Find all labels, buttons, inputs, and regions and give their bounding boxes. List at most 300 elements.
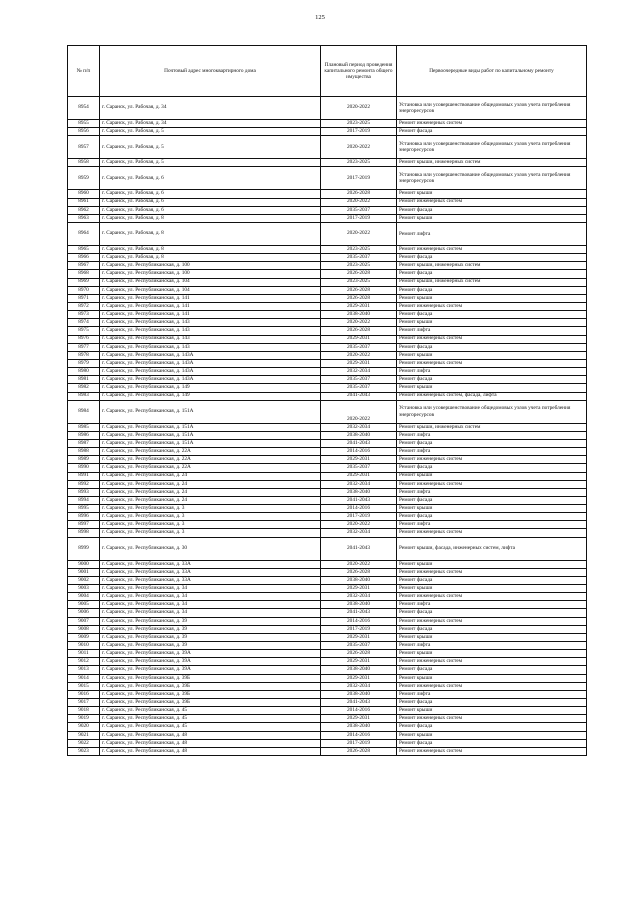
cell-period: 2041-2043 <box>321 537 397 560</box>
cell-number: 9004 <box>68 593 100 601</box>
cell-address: г. Саранск, ул. Республиканская, д. 24 <box>100 472 321 480</box>
cell-number: 8957 <box>68 136 100 159</box>
page-number: 125 <box>315 14 325 21</box>
cell-period: 2014-2016 <box>321 707 397 715</box>
cell-number: 9019 <box>68 715 100 723</box>
cell-address: г. Саранск, ул. Республиканская, д. 45 <box>100 723 321 731</box>
cell-period: 2020-2022 <box>321 400 397 423</box>
cell-period: 2029-2031 <box>321 633 397 641</box>
cell-address: г. Саранск, ул. Республиканская, д. 24 <box>100 480 321 488</box>
table-row <box>68 723 587 731</box>
table-row <box>68 674 587 682</box>
table-row <box>68 715 587 723</box>
table-row <box>68 167 587 190</box>
cell-number: 8958 <box>68 159 100 167</box>
cell-works: Ремонт лифта <box>397 521 587 529</box>
cell-period: 2035-2037 <box>321 206 397 214</box>
cell-address: г. Саранск, ул. Республиканская, д. 39 <box>100 642 321 650</box>
cell-works: Установка или усовершенствование общедомовых узлов учета потребления энергоресурсов <box>397 136 587 159</box>
cell-number: 8960 <box>68 190 100 198</box>
cell-address: г. Саранск, ул. Республиканская, д. 143А <box>100 376 321 384</box>
cell-address: г. Саранск, ул. Рабочая, д. 6 <box>100 206 321 214</box>
table-row <box>68 682 587 690</box>
cell-address: г. Саранск, ул. Республиканская, д. 45 <box>100 707 321 715</box>
column-header-works: Первоочередные виды работ по капитальному ремонту <box>397 46 587 97</box>
table-row <box>68 376 587 384</box>
table-body <box>68 97 587 756</box>
cell-period: 2038-2040 <box>321 311 397 319</box>
cell-address: г. Саранск, ул. Республиканская, д. 39 <box>100 633 321 641</box>
cell-number: 9012 <box>68 658 100 666</box>
cell-number: 8978 <box>68 351 100 359</box>
cell-period: 2029-2031 <box>321 674 397 682</box>
table-row <box>68 343 587 351</box>
cell-address: г. Саранск, ул. Рабочая, д. 6 <box>100 167 321 190</box>
cell-period: 2017-2019 <box>321 625 397 633</box>
table-row <box>68 190 587 198</box>
cell-number: 8975 <box>68 327 100 335</box>
cell-works: Ремонт лифта <box>397 642 587 650</box>
cell-address: г. Саранск, ул. Республиканская, д. 104 <box>100 286 321 294</box>
table-row <box>68 529 587 537</box>
cell-works: Ремонт фасада <box>397 723 587 731</box>
table-row <box>68 136 587 159</box>
cell-address: г. Саранск, ул. Рабочая, д. 8 <box>100 214 321 222</box>
cell-works: Ремонт инженерных систем <box>397 245 587 253</box>
cell-address: г. Саранск, ул. Республиканская, д. 48 <box>100 731 321 739</box>
cell-number: 9002 <box>68 576 100 584</box>
cell-period: 2035-2037 <box>321 343 397 351</box>
cell-number: 9006 <box>68 609 100 617</box>
cell-address: г. Саранск, ул. Республиканская, д. 39А <box>100 650 321 658</box>
cell-works: Ремонт крыши <box>397 731 587 739</box>
cell-works: Ремонт инженерных систем <box>397 715 587 723</box>
cell-period: 2041-2043 <box>321 699 397 707</box>
cell-works: Ремонт крыши <box>397 294 587 302</box>
cell-address: г. Саранск, ул. Республиканская, д. 149 <box>100 392 321 400</box>
cell-works: Ремонт фасада <box>397 128 587 136</box>
cell-works: Ремонт лифта <box>397 222 587 245</box>
cell-period: 2017-2019 <box>321 128 397 136</box>
cell-works: Ремонт фасада <box>397 311 587 319</box>
cell-address: г. Саранск, ул. Республиканская, д. 143 <box>100 335 321 343</box>
cell-number: 8954 <box>68 97 100 120</box>
cell-number: 8992 <box>68 480 100 488</box>
cell-period: 2023-2025 <box>321 245 397 253</box>
table-row <box>68 302 587 310</box>
table-row <box>68 521 587 529</box>
cell-period: 2020-2022 <box>321 319 397 327</box>
cell-works: Ремонт лифта <box>397 448 587 456</box>
table-row <box>68 392 587 400</box>
cell-period: 2029-2031 <box>321 715 397 723</box>
cell-number: 8965 <box>68 245 100 253</box>
cell-works: Ремонт крыши <box>397 319 587 327</box>
cell-number: 8998 <box>68 529 100 537</box>
cell-number: 8990 <box>68 464 100 472</box>
cell-works: Ремонт лифта <box>397 327 587 335</box>
cell-address: г. Саранск, ул. Рабочая, д. 34 <box>100 120 321 128</box>
table-row <box>68 505 587 513</box>
cell-works: Ремонт фасада <box>397 376 587 384</box>
cell-period: 2026-2028 <box>321 747 397 755</box>
cell-address: г. Саранск, ул. Республиканская, д. 39 <box>100 625 321 633</box>
cell-period: 2023-2025 <box>321 262 397 270</box>
table-row <box>68 311 587 319</box>
cell-works: Ремонт инженерных систем <box>397 593 587 601</box>
cell-period: 2029-2031 <box>321 359 397 367</box>
cell-address: г. Саранск, ул. Республиканская, д. 141 <box>100 302 321 310</box>
column-header-address: Почтовый адрес многоквартирного дома <box>100 46 321 97</box>
table-row <box>68 739 587 747</box>
cell-period: 2041-2043 <box>321 496 397 504</box>
cell-period: 2041-2043 <box>321 609 397 617</box>
table-row <box>68 278 587 286</box>
cell-period: 2020-2022 <box>321 351 397 359</box>
cell-address: г. Саранск, ул. Республиканская, д. 143 <box>100 327 321 335</box>
cell-address: г. Саранск, ул. Республиканская, д. 151А <box>100 439 321 447</box>
table-row <box>68 120 587 128</box>
cell-works: Ремонт крыши <box>397 633 587 641</box>
cell-address: г. Саранск, ул. Республиканская, д. 151А <box>100 400 321 423</box>
table-row <box>68 431 587 439</box>
table-row <box>68 617 587 625</box>
cell-period: 2035-2037 <box>321 384 397 392</box>
cell-period: 2038-2040 <box>321 431 397 439</box>
cell-address: г. Саранск, ул. Республиканская, д. 22А <box>100 456 321 464</box>
cell-period: 2038-2040 <box>321 723 397 731</box>
cell-period: 2014-2016 <box>321 731 397 739</box>
cell-number: 8988 <box>68 448 100 456</box>
cell-number: 8982 <box>68 384 100 392</box>
cell-address: г. Саранск, ул. Рабочая, д. 8 <box>100 254 321 262</box>
cell-number: 9007 <box>68 617 100 625</box>
cell-works: Ремонт инженерных систем <box>397 359 587 367</box>
table-row <box>68 699 587 707</box>
cell-period: 2020-2022 <box>321 521 397 529</box>
table-row <box>68 666 587 674</box>
cell-period: 2026-2028 <box>321 650 397 658</box>
cell-works: Установка или усовершенствование общедомовых узлов учета потребления энергоресурсов <box>397 167 587 190</box>
cell-works: Ремонт крыши, инженерных систем <box>397 262 587 270</box>
cell-number: 8976 <box>68 335 100 343</box>
cell-number: 8955 <box>68 120 100 128</box>
cell-works: Ремонт инженерных систем <box>397 120 587 128</box>
cell-number: 8986 <box>68 431 100 439</box>
cell-works: Ремонт фасада <box>397 739 587 747</box>
cell-number: 9023 <box>68 747 100 755</box>
cell-works: Ремонт фасада <box>397 496 587 504</box>
cell-address: г. Саранск, ул. Республиканская, д. 100 <box>100 270 321 278</box>
cell-works: Ремонт крыши <box>397 472 587 480</box>
cell-number: 9009 <box>68 633 100 641</box>
cell-number: 9001 <box>68 568 100 576</box>
cell-number: 8969 <box>68 278 100 286</box>
table-row <box>68 488 587 496</box>
cell-address: г. Саранск, ул. Рабочая, д. 34 <box>100 97 321 120</box>
cell-works: Ремонт крыши <box>397 674 587 682</box>
cell-number: 8989 <box>68 456 100 464</box>
cell-address: г. Саранск, ул. Рабочая, д. 6 <box>100 190 321 198</box>
table-row <box>68 222 587 245</box>
cell-address: г. Саранск, ул. Республиканская, д. 3 <box>100 529 321 537</box>
table-row <box>68 262 587 270</box>
cell-period: 2035-2037 <box>321 642 397 650</box>
cell-number: 8972 <box>68 302 100 310</box>
cell-period: 2038-2040 <box>321 690 397 698</box>
table-row <box>68 319 587 327</box>
cell-address: г. Саранск, ул. Республиканская, д. 33А <box>100 560 321 568</box>
cell-address: г. Саранск, ул. Республиканская, д. 141 <box>100 311 321 319</box>
cell-number: 9018 <box>68 707 100 715</box>
cell-address: г. Саранск, ул. Республиканская, д. 143А <box>100 359 321 367</box>
table-row <box>68 609 587 617</box>
cell-period: 2014-2016 <box>321 505 397 513</box>
table-row <box>68 286 587 294</box>
cell-works: Ремонт фасада <box>397 666 587 674</box>
column-header-number: № п/п <box>68 46 100 97</box>
cell-works: Ремонт фасада <box>397 609 587 617</box>
cell-period: 2029-2031 <box>321 585 397 593</box>
cell-address: г. Саранск, ул. Республиканская, д. 34 <box>100 609 321 617</box>
cell-period: 2026-2028 <box>321 270 397 278</box>
cell-period: 2023-2025 <box>321 278 397 286</box>
cell-address: г. Саранск, ул. Республиканская, д. 45 <box>100 715 321 723</box>
cell-address: г. Саранск, ул. Республиканская, д. 33А <box>100 568 321 576</box>
table-row <box>68 270 587 278</box>
cell-number: 8964 <box>68 222 100 245</box>
cell-address: г. Саранск, ул. Республиканская, д. 143 <box>100 343 321 351</box>
cell-number: 8974 <box>68 319 100 327</box>
cell-address: г. Саранск, ул. Республиканская, д. 100 <box>100 262 321 270</box>
cell-works: Ремонт лифта <box>397 431 587 439</box>
cell-number: 8995 <box>68 505 100 513</box>
cell-address: г. Саранск, ул. Республиканская, д. 143А <box>100 351 321 359</box>
cell-period: 2029-2031 <box>321 302 397 310</box>
cell-address: г. Саранск, ул. Рабочая, д. 8 <box>100 245 321 253</box>
cell-works: Ремонт крыши <box>397 585 587 593</box>
table-row <box>68 642 587 650</box>
cell-address: г. Саранск, ул. Рабочая, д. 5 <box>100 159 321 167</box>
cell-period: 2032-2034 <box>321 593 397 601</box>
cell-period: 2026-2028 <box>321 327 397 335</box>
cell-number: 8973 <box>68 311 100 319</box>
cell-address: г. Саранск, ул. Республиканская, д. 22А <box>100 448 321 456</box>
cell-period: 2038-2040 <box>321 601 397 609</box>
table-row <box>68 731 587 739</box>
cell-address: г. Саранск, ул. Республиканская, д. 104 <box>100 278 321 286</box>
cell-works: Ремонт крыши <box>397 190 587 198</box>
cell-address: г. Саранск, ул. Республиканская, д. 143А <box>100 368 321 376</box>
cell-address: г. Саранск, ул. Республиканская, д. 39Б <box>100 699 321 707</box>
table-row <box>68 206 587 214</box>
cell-number: 8956 <box>68 128 100 136</box>
table-header-row <box>68 46 587 97</box>
cell-period: 2026-2028 <box>321 568 397 576</box>
cell-number: 8985 <box>68 423 100 431</box>
cell-number: 8996 <box>68 513 100 521</box>
cell-period: 2038-2040 <box>321 666 397 674</box>
cell-period: 2032-2034 <box>321 529 397 537</box>
cell-address: г. Саранск, ул. Республиканская, д. 149 <box>100 384 321 392</box>
cell-address: г. Саранск, ул. Республиканская, д. 3 <box>100 513 321 521</box>
cell-period: 2026-2028 <box>321 286 397 294</box>
cell-address: г. Саранск, ул. Республиканская, д. 151А <box>100 431 321 439</box>
cell-number: 8993 <box>68 488 100 496</box>
table-row <box>68 633 587 641</box>
cell-period: 2017-2019 <box>321 167 397 190</box>
cell-works: Ремонт инженерных систем <box>397 682 587 690</box>
table-row <box>68 327 587 335</box>
cell-address: г. Саранск, ул. Республиканская, д. 24 <box>100 496 321 504</box>
cell-period: 2029-2031 <box>321 335 397 343</box>
cell-period: 2038-2040 <box>321 576 397 584</box>
cell-number: 8966 <box>68 254 100 262</box>
cell-works: Ремонт лифта <box>397 488 587 496</box>
cell-period: 2029-2031 <box>321 456 397 464</box>
cell-works: Ремонт инженерных систем <box>397 335 587 343</box>
table-row <box>68 593 587 601</box>
cell-number: 9014 <box>68 674 100 682</box>
cell-works: Ремонт фасада <box>397 625 587 633</box>
cell-period: 2014-2016 <box>321 617 397 625</box>
cell-works: Ремонт крыши <box>397 505 587 513</box>
cell-address: г. Саранск, ул. Республиканская, д. 3 <box>100 505 321 513</box>
cell-number: 8979 <box>68 359 100 367</box>
cell-address: г. Саранск, ул. Республиканская, д. 39Б <box>100 682 321 690</box>
cell-number: 8994 <box>68 496 100 504</box>
table-row <box>68 537 587 560</box>
cell-works: Ремонт фасада <box>397 439 587 447</box>
cell-number: 8984 <box>68 400 100 423</box>
cell-number: 9020 <box>68 723 100 731</box>
cell-number: 8997 <box>68 521 100 529</box>
cell-number: 8970 <box>68 286 100 294</box>
cell-period: 2026-2028 <box>321 190 397 198</box>
cell-period: 2017-2019 <box>321 513 397 521</box>
cell-period: 2020-2022 <box>321 222 397 245</box>
table-row <box>68 294 587 302</box>
cell-address: г. Саранск, ул. Республиканская, д. 3 <box>100 521 321 529</box>
table-row <box>68 351 587 359</box>
cell-number: 8999 <box>68 537 100 560</box>
cell-works: Ремонт инженерных систем <box>397 480 587 488</box>
cell-number: 9017 <box>68 699 100 707</box>
cell-works: Ремонт инженерных систем <box>397 568 587 576</box>
table-row <box>68 448 587 456</box>
table-row <box>68 568 587 576</box>
table-row <box>68 335 587 343</box>
cell-number: 8968 <box>68 270 100 278</box>
cell-works: Установка или усовершенствование общедомовых узлов учета потребления энергоресурсов <box>397 97 587 120</box>
table-row <box>68 464 587 472</box>
cell-period: 2020-2022 <box>321 97 397 120</box>
cell-number: 8980 <box>68 368 100 376</box>
cell-address: г. Саранск, ул. Республиканская, д. 141 <box>100 294 321 302</box>
cell-works: Ремонт инженерных систем <box>397 529 587 537</box>
cell-number: 8961 <box>68 198 100 206</box>
cell-address: г. Саранск, ул. Республиканская, д. 33А <box>100 576 321 584</box>
cell-works: Ремонт инженерных систем, фасада, лифта <box>397 392 587 400</box>
table-row <box>68 513 587 521</box>
cell-works: Ремонт инженерных систем <box>397 456 587 464</box>
cell-works: Ремонт крыши, инженерных систем <box>397 423 587 431</box>
cell-works: Ремонт лифта <box>397 601 587 609</box>
cell-period: 2017-2019 <box>321 214 397 222</box>
cell-period: 2014-2016 <box>321 448 397 456</box>
cell-works: Ремонт фасада <box>397 270 587 278</box>
cell-address: г. Саранск, ул. Республиканская, д. 48 <box>100 747 321 755</box>
cell-address: г. Саранск, ул. Республиканская, д. 39А <box>100 666 321 674</box>
cell-number: 8987 <box>68 439 100 447</box>
cell-period: 2017-2019 <box>321 739 397 747</box>
cell-works: Ремонт фасада <box>397 513 587 521</box>
cell-period: 2020-2022 <box>321 560 397 568</box>
cell-address: г. Саранск, ул. Республиканская, д. 39Б <box>100 690 321 698</box>
cell-number: 9011 <box>68 650 100 658</box>
cell-works: Ремонт инженерных систем <box>397 658 587 666</box>
cell-address: г. Саранск, ул. Республиканская, д. 48 <box>100 739 321 747</box>
cell-period: 2026-2028 <box>321 294 397 302</box>
cell-period: 2029-2031 <box>321 658 397 666</box>
cell-works: Ремонт инженерных систем <box>397 198 587 206</box>
cell-period: 2020-2022 <box>321 198 397 206</box>
table-row <box>68 601 587 609</box>
cell-address: г. Саранск, ул. Республиканская, д. 143 <box>100 319 321 327</box>
cell-period: 2032-2034 <box>321 480 397 488</box>
cell-works: Ремонт фасада <box>397 576 587 584</box>
cell-address: г. Саранск, ул. Рабочая, д. 8 <box>100 222 321 245</box>
table-row <box>68 423 587 431</box>
cell-works: Ремонт инженерных систем <box>397 617 587 625</box>
cell-number: 9003 <box>68 585 100 593</box>
table-row <box>68 384 587 392</box>
cell-address: г. Саранск, ул. Рабочая, д. 6 <box>100 198 321 206</box>
column-header-period: Плановый период проведения капитального ремонта общего имущества <box>321 46 397 97</box>
cell-period: 2035-2037 <box>321 254 397 262</box>
cell-period: 2038-2040 <box>321 488 397 496</box>
table-row <box>68 359 587 367</box>
cell-works: Ремонт фасада <box>397 206 587 214</box>
cell-number: 9005 <box>68 601 100 609</box>
table-row <box>68 159 587 167</box>
table-row <box>68 690 587 698</box>
table-row <box>68 576 587 584</box>
cell-period: 2041-2043 <box>321 392 397 400</box>
cell-number: 8962 <box>68 206 100 214</box>
cell-works: Ремонт инженерных систем <box>397 747 587 755</box>
cell-period: 2032-2034 <box>321 682 397 690</box>
cell-works: Ремонт крыши <box>397 351 587 359</box>
cell-works: Ремонт крыши, инженерных систем <box>397 159 587 167</box>
cell-address: г. Саранск, ул. Республиканская, д. 24 <box>100 488 321 496</box>
cell-number: 9010 <box>68 642 100 650</box>
cell-works: Ремонт крыши <box>397 560 587 568</box>
cell-address: г. Саранск, ул. Республиканская, д. 34 <box>100 593 321 601</box>
cell-works: Ремонт фасада <box>397 254 587 262</box>
cell-number: 9016 <box>68 690 100 698</box>
cell-period: 2032-2034 <box>321 423 397 431</box>
cell-address: г. Саранск, ул. Рабочая, д. 5 <box>100 136 321 159</box>
cell-works: Ремонт крыши <box>397 707 587 715</box>
cell-works: Ремонт фасада <box>397 286 587 294</box>
table-row <box>68 97 587 120</box>
cell-works: Ремонт фасада <box>397 343 587 351</box>
cell-address: г. Саранск, ул. Республиканская, д. 39 <box>100 617 321 625</box>
cell-period: 2032-2034 <box>321 368 397 376</box>
table-row <box>68 658 587 666</box>
cell-number: 8963 <box>68 214 100 222</box>
